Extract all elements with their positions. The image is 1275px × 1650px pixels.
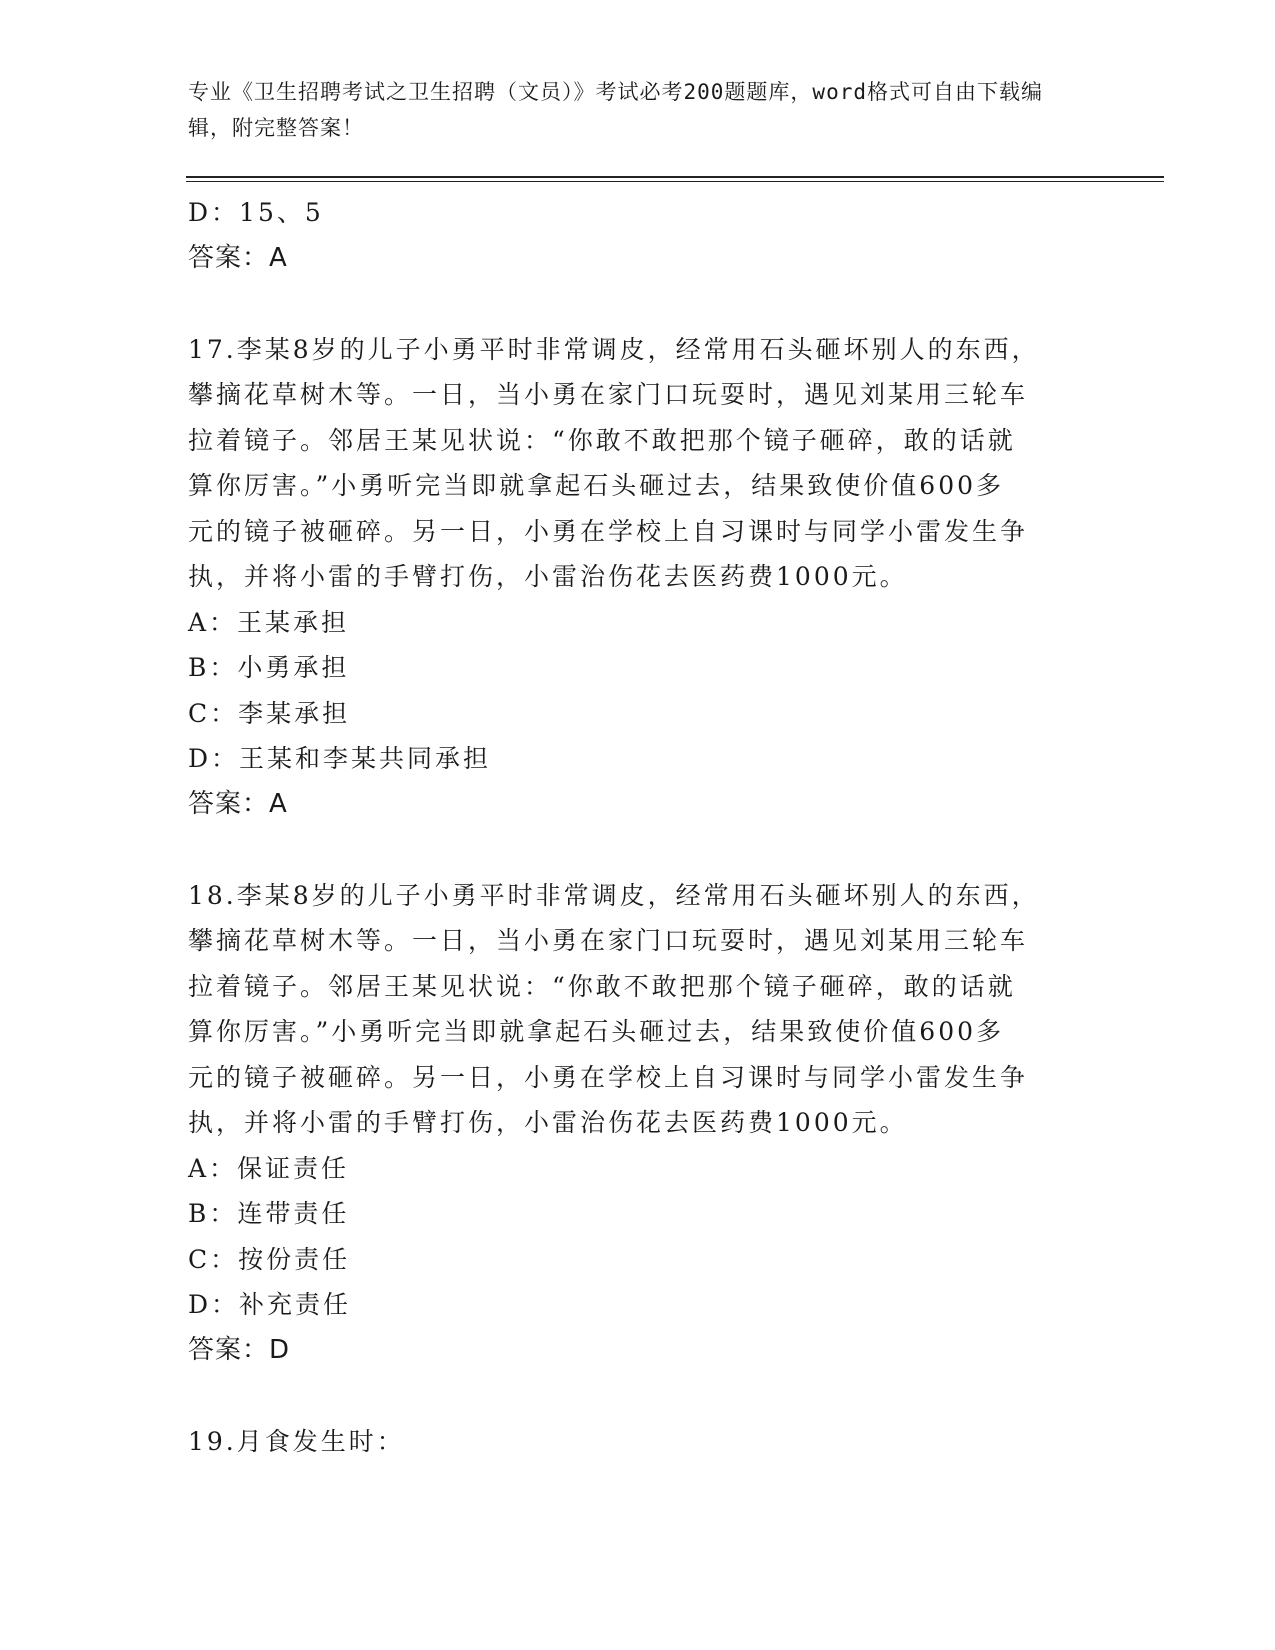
question-17 [188,327,1068,828]
question-17-stem-line: 拉着镜子。邻居王某见状说：“你敢不敢把那个镜子砸碎，敢的话就 [188,425,1016,455]
question-18-stem-line: 拉着镜子。邻居王某见状说：“你敢不敢把那个镜子砸碎，敢的话就 [188,971,1016,1001]
question-17-stem-line: 攀摘花草树木等。一日，当小勇在家门口玩耍时，遇见刘某用三轮车 [188,380,1029,409]
question-17-stem-line: 元的镜子被砸碎。另一日，小勇在学校上自习课时与同学小雷发生争 [188,516,1029,546]
question-17-option-d: D：王某和李某共同承担 [188,744,492,773]
question-19-stem: 19.月食发生时： [188,1426,405,1456]
question-18-option-c: C：按份责任 [188,1244,351,1274]
question-18-stem-line: 18.李某8岁的儿子小勇平时非常调皮，经常用石头砸坏别人的东西， [188,880,1040,910]
question-18-stem-line: 算你厉害。”小勇听完当即就拿起石头砸过去，结果致使价值600多 [188,1017,1005,1046]
question-18-stem-line: 元的镜子被砸碎。另一日，小勇在学校上自习课时与同学小雷发生争 [188,1062,1029,1092]
document-body [188,190,1068,1464]
question-17-option-c: C：李某承担 [188,698,351,728]
question-17-stem-line: 执，并将小雷的手臂打伤，小雷治伤花去医药费1000元。 [188,562,908,591]
question-17-stem-line: 算你厉害。”小勇听完当即就拿起石头砸过去，结果致使价值600多 [188,471,1005,500]
question-18-option-b: B：连带责任 [188,1199,350,1228]
question-18 [188,873,1068,1374]
question-18-stem-line: 执，并将小雷的手臂打伤，小雷治伤花去医药费1000元。 [188,1108,908,1137]
header-rule [186,176,1164,182]
question-17-option-b: B：小勇承担 [188,653,350,682]
page-header: 专业《卫生招聘考试之卫生招聘（文员）》考试必考200题题库，word格式可自由下载编辑，附完整答案！ [188,80,1043,140]
question-17-stem-line: 17.李某8岁的儿子小勇平时非常调皮，经常用石头砸坏别人的东西， [188,334,1040,364]
question-17-option-a: A：王某承担 [188,607,350,637]
question-18-option-a: A：保证责任 [188,1153,350,1183]
question-18-answer: 答案：D [188,1334,291,1365]
question-18-stem [188,873,1068,1146]
question-19 [188,1419,1068,1465]
question-18-option-d: D：补充责任 [188,1290,352,1319]
question-18-stem-line: 攀摘花草树木等。一日，当小勇在家门口玩耍时，遇见刘某用三轮车 [188,926,1029,955]
question-17-stem [188,327,1068,600]
prev-question-option-d: D：15、5 [188,198,324,227]
prev-question-answer: 答案：A [188,242,288,273]
question-17-answer: 答案：A [188,788,288,819]
